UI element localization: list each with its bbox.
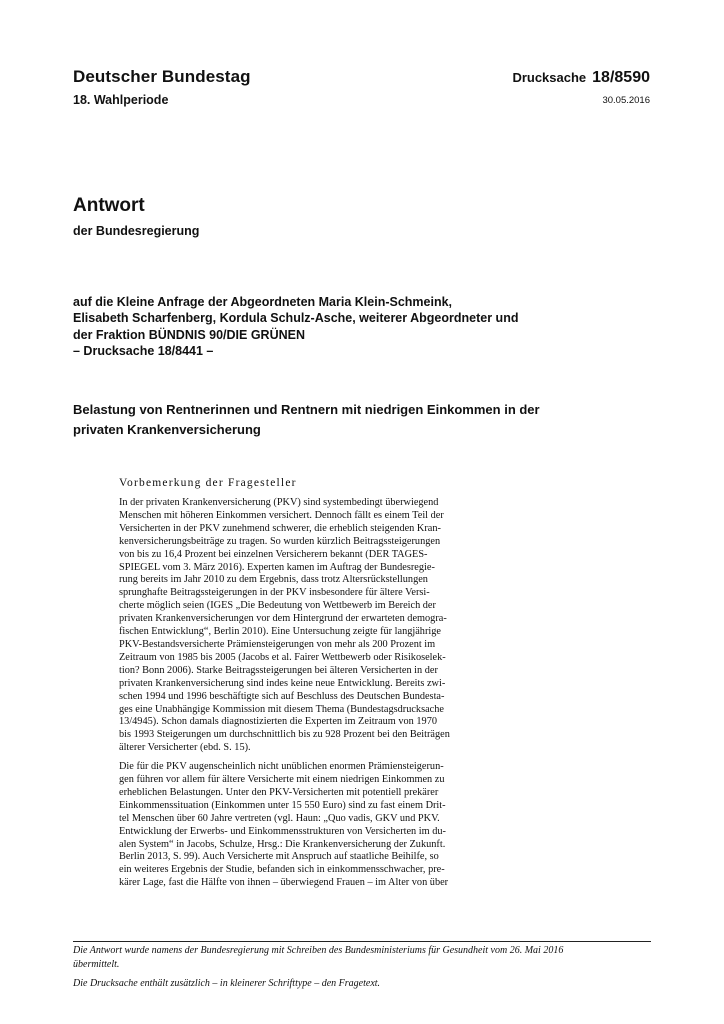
drucksache-label: Drucksache (512, 70, 587, 85)
anfrage-block (73, 294, 653, 360)
footer-note-line: Die Drucksache enthält zusätzlich – in kleinerer Schrifttype – den Fragetext. (73, 978, 381, 989)
paragraph-line: PKV-Bestandsversicherte Prämiensteigerungen von mehr als 200 Prozent im (119, 638, 436, 650)
header-right (512, 68, 650, 109)
paragraph-line: Berlin 2013, S. 99). Auch Versicherte mit Anspruch auf staatliche Beihilfe, so (119, 851, 439, 863)
paragraph-line: kenversicherungsbeiträge zu tragen. So wurden kürzlich Beitragssteigerungen (119, 535, 441, 547)
paragraph-line: Entwicklung der Erwerbs- und Einkommensstrukturen von Versicherten im du- (119, 825, 446, 837)
section-heading: Vorbemerkung der Fragesteller (119, 477, 297, 489)
legislative-period: 18. Wahlperiode (73, 93, 169, 107)
footer-divider (73, 941, 651, 942)
paragraph-line: sprunghafte Beitragssteigerungen in der PKV insbesondere für ältere Versi- (119, 587, 430, 599)
topic-line: privaten Krankenversicherung (73, 422, 261, 437)
header-left (73, 66, 251, 110)
footer-note-line: übermittelt. (73, 958, 120, 970)
paragraph-line: In der privaten Krankenversicherung (PKV) sind systembedingt überwiegend (119, 497, 439, 508)
anfrage-line: auf die Kleine Anfrage der Abgeordneten Maria Klein-Schmeink, (73, 295, 453, 309)
paragraph-line: SPIEGEL vom 3. März 2016). Experten kamen im Auftrag der Bundesregie- (119, 561, 435, 573)
paragraph-line: von bis zu 16,4 Prozent bei einzelnen Versicherern bekannt (DER TAGES- (119, 548, 428, 560)
paragraph-line: ges eine Unabhängige Kommission mit diesem Thema (Bundestagsdrucksache (119, 703, 444, 715)
vorbemerkung-section (119, 475, 599, 896)
paragraph-line: 13/4945). Schon damals diagnostizierten die Experten im Zeitraum von 1970 (119, 716, 437, 728)
paragraph (119, 497, 599, 755)
paragraph-line: privaten Krankenversicherungen vor dem Hintergrund der erwarteten demogra- (119, 613, 447, 625)
anfrage-line: der Fraktion BÜNDNIS 90/DIE GRÜNEN (73, 327, 305, 342)
drucksache-line (512, 68, 650, 88)
paragraph-line: tion? Bonn 2006). Starke Beitragssteigerungen bei älteren Versicherten in der (119, 664, 438, 676)
paragraph-line: erheblichen Belastungen. Unter den PKV-Versicherten mit potentiell prekärer (119, 786, 439, 798)
page-title: Antwort (73, 195, 145, 216)
organization-name: Deutscher Bundestag (73, 67, 251, 86)
paragraph-line: Versicherten in der PKV zunehmend schwerer, die erheblich steigenden Kran- (119, 522, 441, 534)
paragraph-line: Die für die PKV augenscheinlich nicht unüblichen enormen Prämiensteigerun- (119, 761, 444, 773)
paragraph-line: Einkommenssituation (Einkommen unter 15 550 Euro) sind zu fast einem Drit- (119, 799, 446, 811)
paragraph-line: schen 1994 und 1996 beschäftigte sich auf Beschluss des Deutschen Bundesta- (119, 690, 445, 702)
footer-note-line: Die Antwort wurde namens der Bundesregierung mit Schreiben des Bundesministeriums für Gesundheit vom 26. Mai 2016 (73, 945, 564, 956)
paragraph-line: gen führen vor allem für ältere Versicherte mit einem niedrigen Einkommen zu (119, 774, 445, 786)
topic-line: Belastung von Rentnerinnen und Rentnern mit niedrigen Einkommen in der (73, 402, 540, 417)
paragraph-line: fischen Entwicklung“, Berlin 2010). Eine Untersuchung zeigte für langjährige (119, 626, 441, 638)
paragraph-line: privaten Krankenversicherung sind indes keine neue Entwicklung. Bereits zwi- (119, 677, 446, 689)
paragraph (119, 761, 599, 890)
document-date: 30.05.2016 (602, 95, 650, 106)
paragraph-line: tel Menschen über 60 Jahre vertreten (vgl. Haun: „Quo vadis, GKV und PKV. (119, 812, 440, 824)
page-subtitle: der Bundesregierung (73, 224, 200, 238)
paragraph-line: älterer Versicherter (ebd. S. 15). (119, 742, 251, 754)
anfrage-line: – Drucksache 18/8441 – (73, 344, 214, 359)
footer-notes (73, 944, 673, 991)
paragraph-line: Menschen mit höheren Einkommen versichert. Dennoch fällt es einem Teil der (119, 509, 444, 521)
paragraph-line: alen System“ in Jacobs, Schulze, Hrsg.: Die Krankenversicherung der Zukunft. (119, 838, 446, 850)
paragraph-line: rung bereits im Jahr 2010 zu dem Ergebnis, dass trotz Altersrückstellungen (119, 574, 428, 586)
drucksache-number: 18/8590 (592, 69, 650, 86)
paragraph-line: ein weiteres Ergebnis der Studie, befanden sich in einkommensschwacher, pre- (119, 864, 445, 876)
topic-block (73, 400, 653, 440)
paragraph-line: bis 1993 Steigerungen um durchschnittlich bis zu 928 Prozent bei den Beiträgen (119, 729, 450, 741)
anfrage-line: Elisabeth Scharfenberg, Kordula Schulz-Asche, weiterer Abgeordneter und (73, 311, 519, 326)
paragraph-line: Zeitraum von 1985 bis 2005 (Jacobs et al. Fairer Wettbewerb oder Risikoselek- (119, 651, 446, 663)
paragraph-line: kärer Lage, fast die Hälfte von ihnen – überwiegend Frauen – im Alter von über (119, 877, 449, 889)
paragraph-line: cherte möglich seien (IGES „Die Bedeutung von Wettbewerb im Bereich der (119, 600, 436, 612)
